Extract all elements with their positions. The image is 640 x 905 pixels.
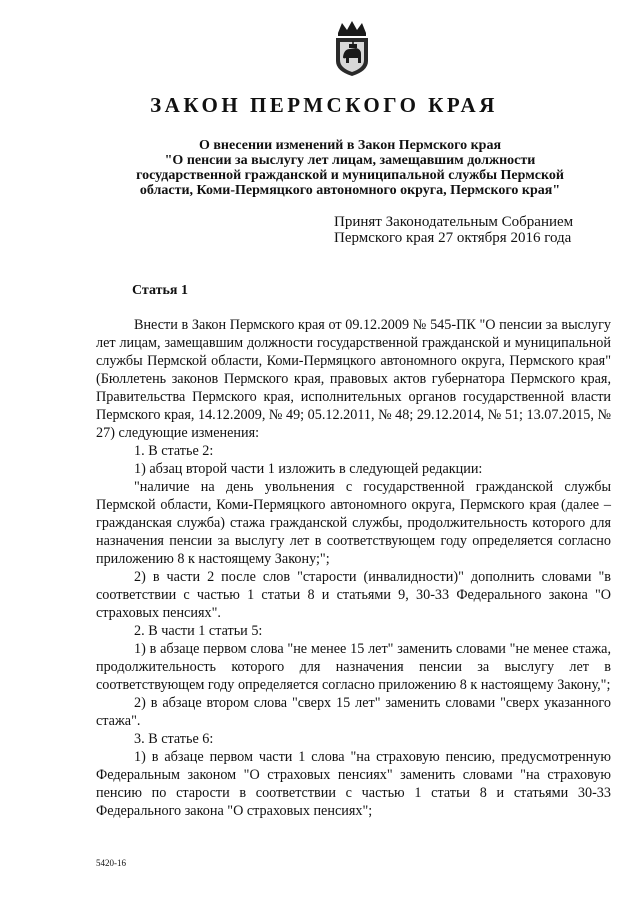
- adoption-line: Пермского края 27 октября 2016 года: [334, 230, 572, 246]
- article-heading: Статья 1: [132, 283, 188, 298]
- paragraph: 2. В части 1 статьи 5:: [134, 623, 263, 639]
- paragraph: "наличие на день увольнения с государственной гражданской службы Пермской области, Коми-Пермяцкого автономного округа, Пермского края (далее – гражданская служба) стажа гражданской службы, продолжительность которого для назначения пенсии за выслугу лет в соответствующем году определяется согласно приложению 8 к настоящему Закону;";: [96, 479, 611, 567]
- adoption-line: Принят Законодательным Собранием: [334, 214, 574, 230]
- adoption-note: [334, 214, 573, 246]
- paragraph: 1) в абзаце первом слова "не менее 15 лет" заменить словами "не менее стажа, продолжительность которого для назначения пенсии за выслугу лет в соответствующем году определяется согласно приложению 8 к настоящему Закону,";: [96, 641, 611, 693]
- paragraph: 1. В статье 2:: [134, 443, 214, 459]
- paragraph: 3. В статье 6:: [134, 731, 214, 747]
- article-body: [96, 316, 611, 820]
- paragraph: Внести в Закон Пермского края от 09.12.2009 № 545-ПК "О пенсии за выслугу лет лицам, замещавшим должности государственной гражданской и муниципальной службы Пермской области, Коми-Пермяцкого автономного округа, Пермского края" (Бюллетень законов Пермского края, правовых актов губернатора Пермского края, Правительства Пермского края, исполнительных органов государственной власти Пермского края, 14.12.2009, № 49; 05.12.2011, № 48; 29.12.2014, № 51; 13.07.2015, № 27) следующие изменения:: [96, 317, 612, 441]
- subtitle-line: "О пенсии за выслугу лет лицам, замещавшим должности: [164, 153, 536, 168]
- paragraph: 1) абзац второй части 1 изложить в следующей редакции:: [134, 461, 483, 477]
- law-subtitle: [100, 138, 600, 198]
- coat-of-arms-emblem: [328, 19, 376, 77]
- document-code: 5420-16: [96, 858, 126, 868]
- law-title: ЗАКОН ПЕРМСКОГО КРАЯ: [150, 93, 498, 117]
- subtitle-line: О внесении изменений в Закон Пермского края: [198, 138, 502, 153]
- subtitle-line: государственной гражданской и муниципальной службы Пермской: [136, 168, 564, 183]
- paragraph: 2) в абзаце втором слова "сверх 15 лет" заменить словами "сверх указанного стажа".: [96, 695, 611, 729]
- paragraph: 1) в абзаце первом части 1 слова "на страховую пенсию, предусмотренную Федеральным законом "О страховых пенсиях" заменить словами "на страховую пенсию по старости в соответствии с частью 1 статьи 8 и статьями 30-33 Федерального закона "О страховых пенсиях";: [96, 749, 611, 819]
- paragraph: 2) в части 2 после слов "старости (инвалидности)" дополнить словами "в соответствии с частью 1 статьи 8 и статьями 9, 30-33 Федерального закона "О страховых пенсиях".: [96, 569, 611, 621]
- subtitle-line: области, Коми-Пермяцкого автономного округа, Пермского края": [139, 183, 561, 198]
